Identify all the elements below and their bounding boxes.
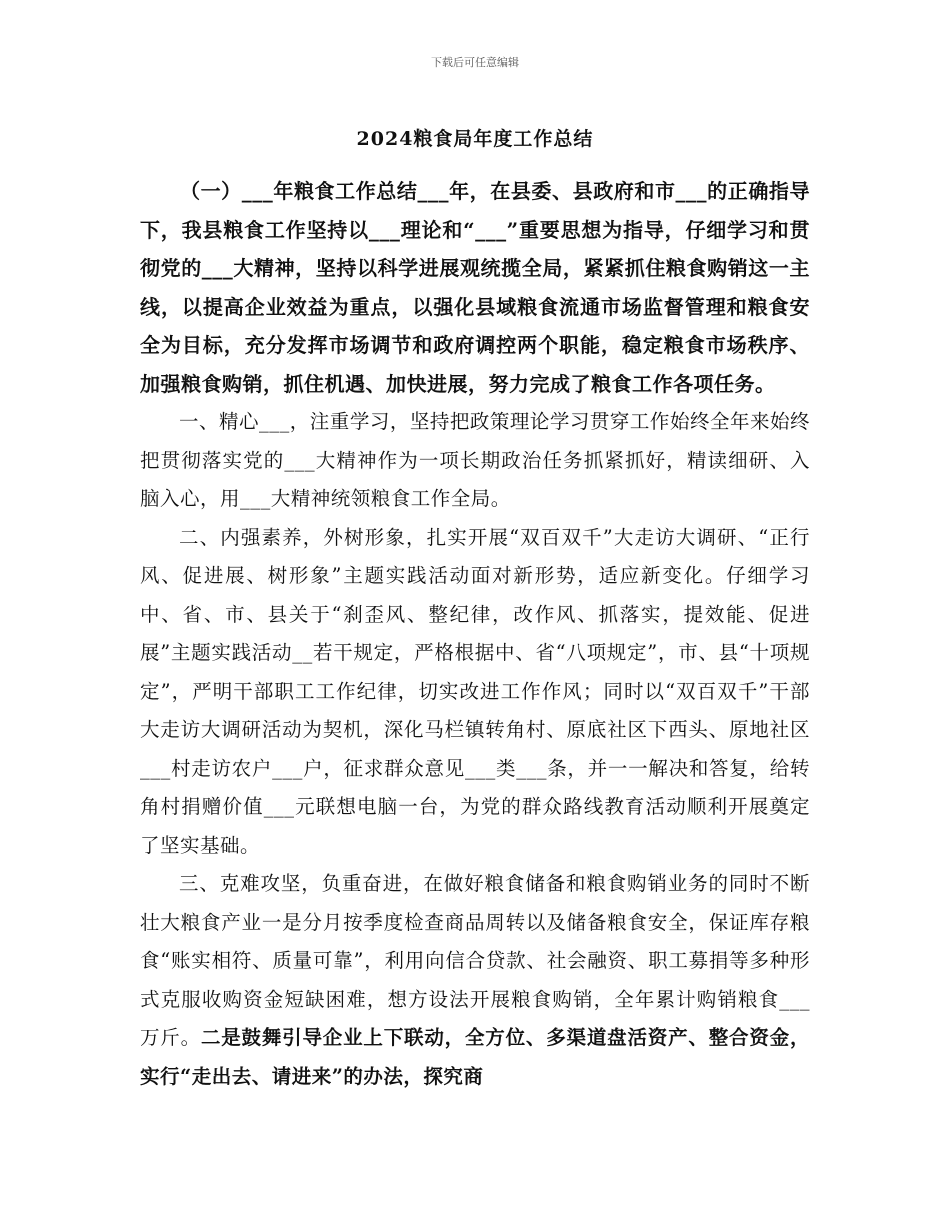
paragraph-section-3 bbox=[140, 865, 810, 1096]
paragraph-intro bbox=[140, 172, 810, 403]
paragraph-section-1 bbox=[140, 403, 810, 519]
paragraph-section-3-text: 三、克难攻坚，负重奋进，在做好粮食储备和粮食购销业务的同时不断壮大粮食产业一是分月按季度检查商品周转以及储备粮食安全，保证库存粮食“账实相符、质量可靠”，利用向信合贷款、社会融资、职工募捐等多种形式克服收购资金短缺困难，想方设法开展粮食购销，全年累计购销粮食___万斤。 bbox=[140, 872, 810, 1049]
document-title: 2024粮食局年度工作总结 bbox=[356, 128, 594, 150]
paragraph-intro-text: （一）___年粮食工作总结___年，在县委、县政府和市___的正确指导下，我县粮食工作坚持以___理论和“___”重要思想为指导，仔细学习和贯彻党的___大精神，坚持以科学进展观统揽全局，紧紧抓住粮食购销这一主线，以提高企业效益为重点，以强化县域粮食流通市场监督管理和粮食安全为目标，充分发挥市场调节和政府调控两个职能，稳定粮食市场秩序、加强粮食购销，抓住机遇、加快进展，努力完成了粮食工作各项任务。 bbox=[140, 179, 810, 396]
paragraph-section-3-bold-text: 二是鼓舞引导企业上下联动，全方位、多渠道盘活资产、整合资金，实行“走出去、请进来”的办法，探究商 bbox=[140, 1026, 810, 1088]
paragraph-section-1-text: 一、精心___，注重学习，坚持把政策理论学习贯穿工作始终全年来始终把贯彻落实党的___大精神作为一项长期政治任务抓紧抓好，精读细研、入脑入心，用___大精神统领粮食工作全局。 bbox=[140, 410, 810, 510]
document-body bbox=[140, 172, 810, 1096]
header-note: 下载后可任意编辑 bbox=[431, 56, 519, 69]
paragraph-section-2-text: 二、内强素养，外树形象，扎实开展“双百双千”大走访大调研、“正行风、促进展、树形象”主题实践活动面对新形势，适应新变化。仔细学习中、省、市、县关于“刹歪风、整纪律，改作风、抓落实，提效能、促进展”主题实践活动__若干规定，严格根据中、省“八项规定”，市、县“十项规定”，严明干部职工工作纪律，切实改进工作作风；同时以“双百双千”干部大走访大调研活动为契机，深化马栏镇转角村、原底社区下西头、原地社区___村走访农户___户，征求群众意见___类___条，并一一解决和答复，给转角村捐赠价值___元联想电脑一台，为党的群众路线教育活动顺利开展奠定了坚实基础。 bbox=[140, 525, 810, 857]
paragraph-section-2 bbox=[140, 519, 810, 866]
